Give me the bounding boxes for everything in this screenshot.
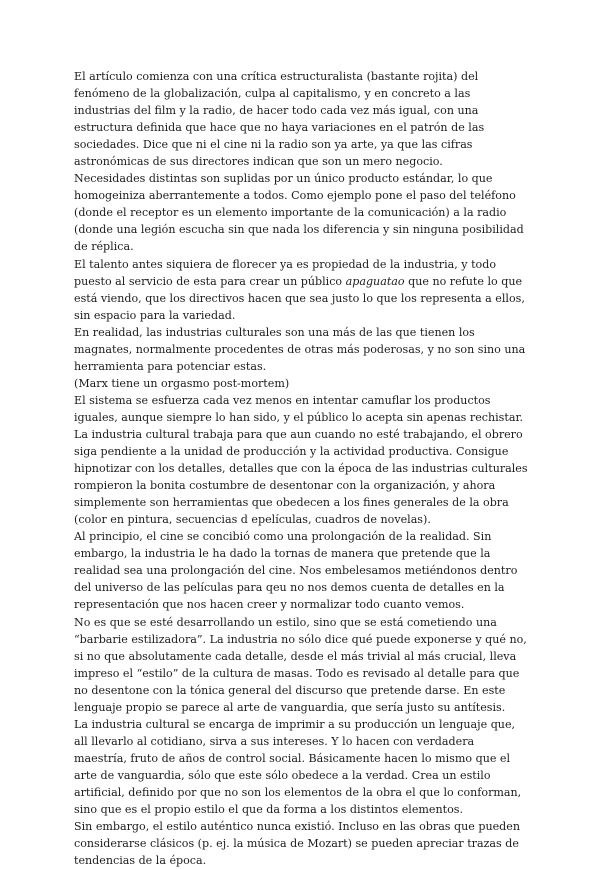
paragraph-talento [74,256,530,324]
document-body [74,68,530,869]
paragraph-sistema: El sistema se esfuerza cada vez menos en intentar camuflar los productos iguales, aunque siempre lo han sido, y el público lo acepta sin apenas rechistar. La industria cultural trabaja para que aun cuando no esté trabajando, el obrero siga pendiente a la unidad de producción y la actividad productiva. Consigue hipnotizar con los detalles, detalles que con la época de las industrias culturales rompieron la bonita costumbre de desentonar con la organización, y ahora simplemente son herramientas que obedecen a los fines generales de la obra (color en pintura, secuencias d epelículas, cuadros de novelas). [74,393,528,527]
paragraph-estilo-autentico: Sin embargo, el estilo auténtico nunca existió. Incluso en las obras que pueden considerarse clásicos (p. ej. la música de Mozart) se pueden apreciar trazas de tendencias de la época. [74,820,520,868]
paragraph-necesidades: Necesidades distintas son suplidas por un único producto estándar, lo que homogeiniza aberrantemente a todos. Como ejemplo pone el paso del teléfono (donde el receptor es un elemento importante de la comunicación) a la radio (donde una legión escucha sin que nada los diferencia y sin ninguna posibilidad de réplica. [74,172,524,254]
paragraph-talento-end: que no refute lo que está viendo, que los directivos hacen que sea justo lo que los representa a ellos, sin espacio para la variedad. [74,274,525,322]
paragraph-estilo: No es que se esté desarrollando un estilo, sino que se está cometiendo una “barbarie estilizadora”. La industria no sólo dice qué puede exponerse y qué no, si no que absolutamente cada detalle, desde el más trivial al más crucial, lleva impreso el “estilo” de la cultura de masas. Todo es revisado al detalle para que no desentone con la tónica general del discurso que pretende darse. En este lenguaje propio se parece al arte de vanguardia, que sería justo su antítesis. [74,615,527,714]
italic-word: apaguatao [345,274,405,288]
paragraph-globalizacion: El artículo comienza con una crítica estructuralista (bastante rojita) del fenómeno de la globalización, culpa al capitalismo, y en concreto a las industrias del film y la radio, de hacer todo cada vez más igual, con una estructura definida que hace que no haya variaciones en el patrón de las sociedades. Dice que ni el cine ni la radio son ya arte, ya que las cifras astronómicas de sus directores indican que son un mero negocio. [74,70,485,169]
paragraph-cine: Al principio, el cine se concibió como una prolongación de la realidad. Sin embargo, la industria le ha dado la tornas de manera que pretende que la realidad sea una prolongación del cine. Nos embelesamos metiéndonos dentro del universo de las películas para qeu no nos demos cuenta de detalles en la representación que nos hacen creer y normalizar todo cuanto vemos. [74,530,518,612]
paragraph-lenguaje: La industria cultural se encarga de imprimir a su producción un lenguaje que, all llevarlo al cotidiano, sirva a sus intereses. Y lo hacen con verdadera maestría, fruto de años de control social. Básicamente hacen lo mismo que el arte de vanguardia, sólo que este sólo obedece a la verdad. Crea un estilo artificial, definido por que no son los elementos de la obra el que lo conforman, sino que es el propio estilo el que da forma a los distintos elementos. [74,717,522,817]
paragraph-magnates: En realidad, las industrias culturales son una más de las que tienen los magnates, normalmente procedentes de otras más poderosas, y no son sino una herramienta para potenciar estas. [74,325,526,373]
paragraph-talento-start: El talento antes siquiera de florecer ya es propiedad de la industria, y todo puesto al servicio de esta para crear un público [74,257,496,288]
paragraph-marx-aside: (Marx tiene un orgasmo post-mortem) [74,376,290,390]
